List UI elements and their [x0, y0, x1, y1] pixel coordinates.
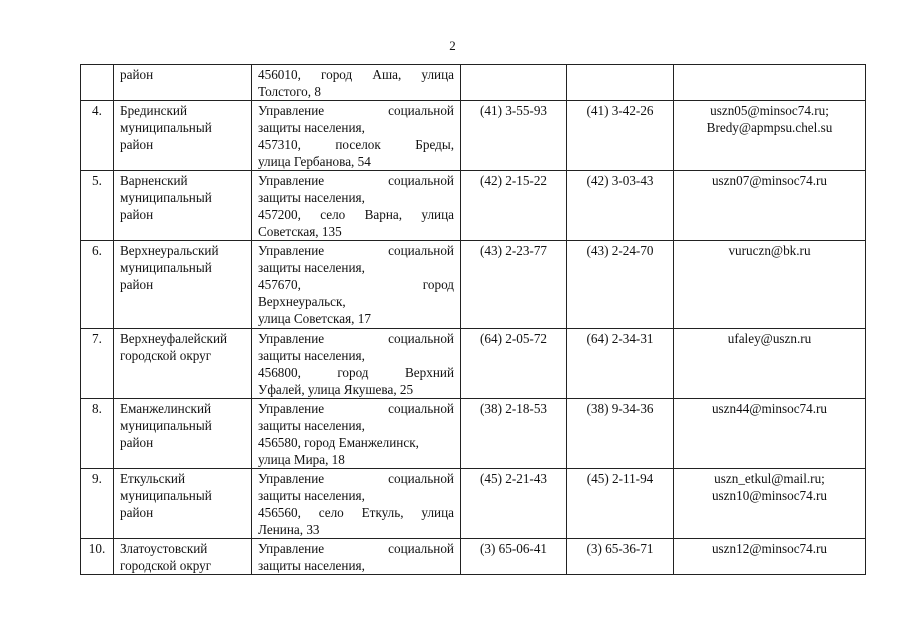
table-row	[81, 399, 866, 469]
district-name-line: городской округ	[120, 558, 212, 573]
fax-cell	[567, 399, 674, 469]
fax-number: (43) 2-24-70	[586, 243, 654, 258]
fax-cell	[567, 101, 674, 171]
district-name-line: район	[120, 207, 154, 222]
address-line: 456560, село Еткуль, улица	[258, 505, 454, 520]
address-line: защиты населения,	[258, 558, 365, 573]
table-row	[81, 171, 866, 241]
table-row	[81, 469, 866, 539]
address-line: защиты населения,	[258, 418, 365, 433]
district-name-line: Варненский	[120, 173, 188, 188]
address-line: 456010, город Аша, улица	[258, 67, 454, 82]
fax-cell	[567, 241, 674, 329]
phone-cell	[461, 171, 567, 241]
address-line: защиты населения,	[258, 190, 365, 205]
district-name-cell	[114, 101, 252, 171]
phone-cell	[461, 469, 567, 539]
address-line: Уфалей, улица Якушева, 25	[258, 382, 414, 397]
address-cell	[252, 329, 461, 399]
address-line: защиты населения,	[258, 488, 365, 503]
email-address: uszn10@minsoc74.ru	[711, 488, 828, 503]
phone-cell	[461, 65, 567, 101]
email-address: uszn12@minsoc74.ru	[711, 541, 828, 556]
address-line: улица Гербанова, 54	[258, 154, 371, 169]
district-name-line: Еткульский	[120, 471, 186, 486]
row-number: 7.	[92, 331, 102, 346]
row-number-cell	[81, 241, 114, 329]
address-line: Управление социальной	[258, 103, 454, 118]
phone-number: (41) 3-55-93	[479, 103, 548, 118]
email-cell	[674, 329, 866, 399]
email-address: uszn_etkul@mail.ru;	[714, 471, 825, 486]
address-line: 457670, город	[258, 277, 454, 292]
email-cell	[674, 539, 866, 575]
row-number-cell	[81, 399, 114, 469]
fax-number: (41) 3-42-26	[586, 103, 654, 118]
phone-number: (42) 2-15-22	[479, 173, 548, 188]
district-name-line: Златоустовский	[120, 541, 208, 556]
district-name-cell	[114, 171, 252, 241]
phone-number: (64) 2-05-72	[479, 331, 548, 346]
district-name-line: Верхнеуфалейский	[120, 331, 228, 346]
email-address: uszn44@minsoc74.ru	[711, 401, 828, 416]
fax-number: (45) 2-11-94	[586, 471, 654, 486]
district-name-line: муниципальный	[120, 260, 212, 275]
district-name-line: Брединский	[120, 103, 188, 118]
address-line: улица Мира, 18	[258, 452, 345, 467]
phone-number: (38) 2-18-53	[479, 401, 548, 416]
district-name-line: муниципальный	[120, 418, 212, 433]
address-line: защиты населения,	[258, 120, 365, 135]
row-number-cell	[81, 329, 114, 399]
table-row	[81, 241, 866, 329]
district-name-cell	[114, 65, 252, 101]
address-line: 456580, город Еманжелинск,	[258, 435, 419, 450]
district-name-cell	[114, 469, 252, 539]
district-name-cell	[114, 329, 252, 399]
phone-number: (3) 65-06-41	[479, 541, 548, 556]
district-name-line: городской округ	[120, 348, 212, 363]
row-number: 10.	[88, 541, 106, 556]
district-name-line: муниципальный	[120, 488, 212, 503]
address-line: 456800, город Верхний	[258, 365, 454, 380]
district-name-line: муниципальный	[120, 120, 212, 135]
district-name-line: Еманжелинский	[120, 401, 212, 416]
table-row	[81, 101, 866, 171]
address-line: Управление социальной	[258, 401, 454, 416]
district-name-line: район	[120, 67, 154, 82]
address-line: 457200, село Варна, улица	[258, 207, 454, 222]
phone-number: (45) 2-21-43	[479, 471, 548, 486]
email-cell	[674, 171, 866, 241]
district-name-line: муниципальный	[120, 190, 212, 205]
table-row	[81, 65, 866, 101]
phone-cell	[461, 241, 567, 329]
row-number-cell	[81, 101, 114, 171]
email-address: uszn07@minsoc74.ru	[711, 173, 828, 188]
email-cell	[674, 399, 866, 469]
row-number-cell	[81, 171, 114, 241]
row-number: 6.	[92, 243, 102, 258]
address-line: Управление социальной	[258, 471, 454, 486]
fax-number: (38) 9-34-36	[586, 401, 654, 416]
fax-cell	[567, 539, 674, 575]
address-line: Управление социальной	[258, 173, 454, 188]
address-line: защиты населения,	[258, 260, 365, 275]
fax-number: (3) 65-36-71	[586, 541, 654, 556]
table-row	[81, 329, 866, 399]
district-name-line: район	[120, 435, 154, 450]
email-cell	[674, 241, 866, 329]
fax-cell	[567, 469, 674, 539]
email-cell	[674, 101, 866, 171]
email-address: vuruczn@bk.ru	[728, 243, 811, 258]
district-name-line: район	[120, 505, 154, 520]
district-name-line: район	[120, 137, 154, 152]
phone-cell	[461, 101, 567, 171]
row-number: 9.	[92, 471, 102, 486]
row-number: 5.	[92, 173, 102, 188]
phone-cell	[461, 539, 567, 575]
fax-number: (64) 2-34-31	[586, 331, 654, 346]
district-name-cell	[114, 241, 252, 329]
page-number: 2	[449, 38, 456, 53]
row-number: 4.	[92, 103, 102, 118]
social-protection-offices-table	[80, 64, 866, 575]
fax-cell	[567, 329, 674, 399]
address-line: Верхнеуральск,	[258, 294, 346, 309]
district-name-cell	[114, 399, 252, 469]
table-body	[81, 65, 866, 575]
row-number-cell	[81, 539, 114, 575]
email-cell	[674, 65, 866, 101]
address-line: улица Советская, 17	[258, 311, 371, 326]
address-cell	[252, 399, 461, 469]
address-line: Управление социальной	[258, 541, 454, 556]
email-address: ufaley@uszn.ru	[727, 331, 812, 346]
phone-cell	[461, 399, 567, 469]
fax-cell	[567, 65, 674, 101]
email-address: uszn05@minsoc74.ru;	[710, 103, 829, 118]
address-line: Управление социальной	[258, 243, 454, 258]
table-row	[81, 539, 866, 575]
address-cell	[252, 101, 461, 171]
address-line: Ленина, 33	[258, 522, 320, 537]
address-line: защиты населения,	[258, 348, 365, 363]
address-line: Советская, 135	[258, 224, 342, 239]
address-cell	[252, 65, 461, 101]
address-cell	[252, 241, 461, 329]
fax-cell	[567, 171, 674, 241]
row-number: 8.	[92, 401, 102, 416]
address-line: Управление социальной	[258, 331, 454, 346]
address-cell	[252, 539, 461, 575]
row-number-cell	[81, 469, 114, 539]
address-line: 457310, поселок Бреды,	[258, 137, 454, 152]
fax-number: (42) 3-03-43	[586, 173, 654, 188]
email-address: Bredy@apmpsu.chel.su	[706, 120, 833, 135]
district-name-cell	[114, 539, 252, 575]
email-cell	[674, 469, 866, 539]
address-cell	[252, 469, 461, 539]
district-name-line: Верхнеуральский	[120, 243, 219, 258]
district-name-line: район	[120, 277, 154, 292]
address-line: Толстого, 8	[258, 84, 321, 99]
row-number-cell	[81, 65, 114, 101]
address-cell	[252, 171, 461, 241]
phone-cell	[461, 329, 567, 399]
phone-number: (43) 2-23-77	[479, 243, 548, 258]
